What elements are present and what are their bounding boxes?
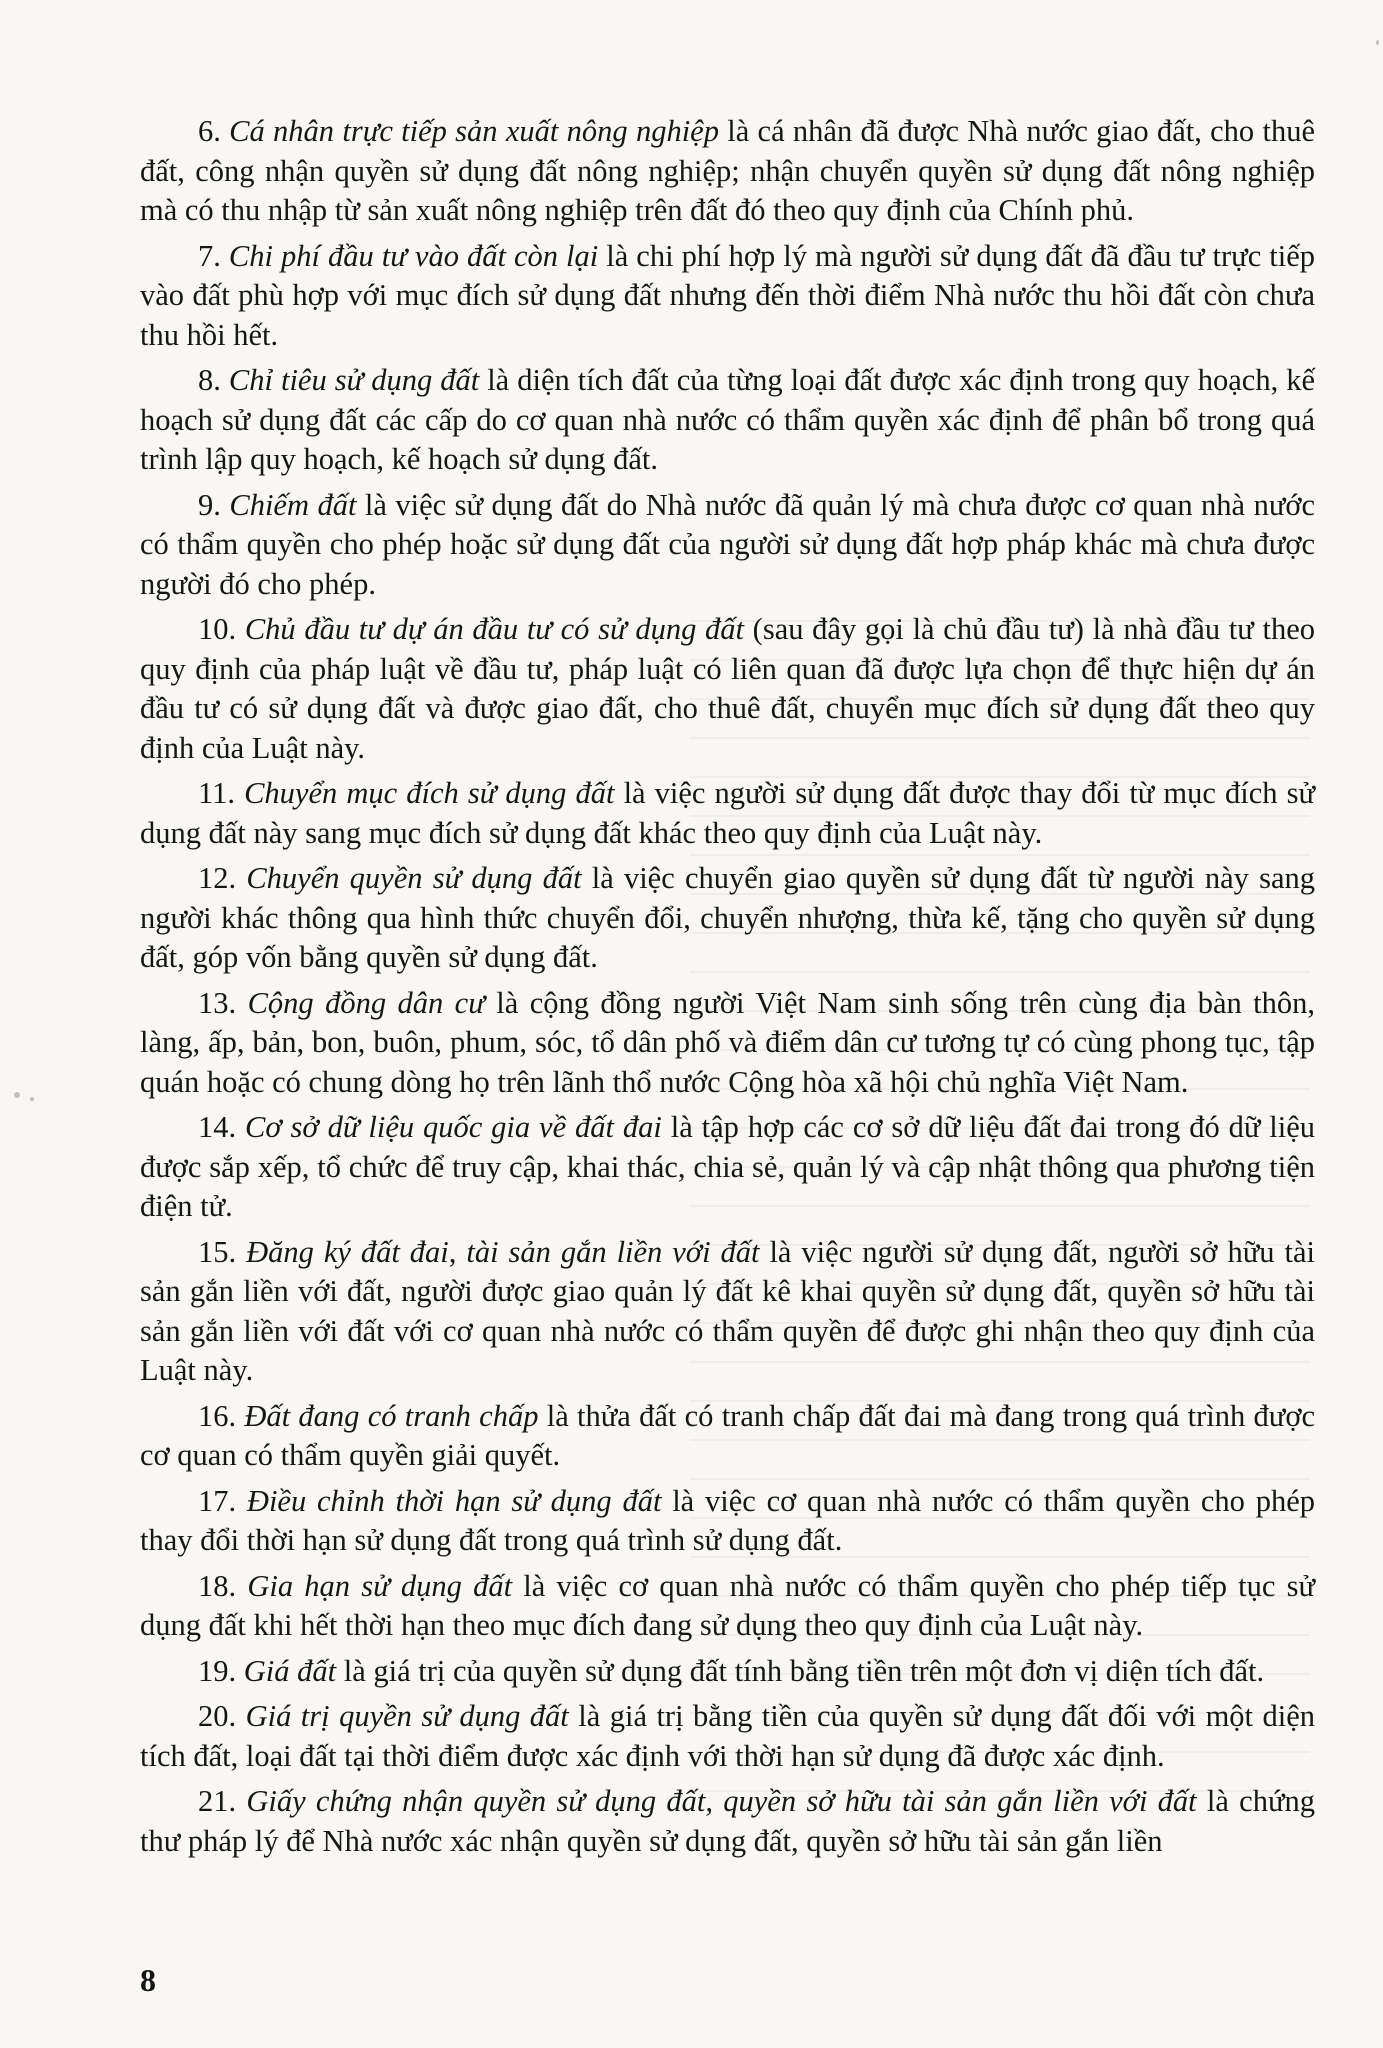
defined-term: Chỉ tiêu sử dụng đất	[228, 363, 480, 397]
defined-term: Điều chỉnh thời hạn sử dụng đất	[246, 1483, 662, 1518]
scan-speck	[14, 1092, 20, 1098]
definition-number: 13.	[198, 985, 237, 1020]
defined-term: Giá đất	[243, 1653, 337, 1688]
defined-term: Giấy chứng nhận quyền sử dụng đất, quyền sở hữu tài sản gắn liền với đất	[246, 1784, 1197, 1818]
definition-text: là việc người sử dụng đất được thay đổi từ mục đích sử dụng đất này sang mục đích sử dụng đất khác theo quy định của Luật này.	[140, 776, 1316, 850]
definition-number: 7.	[198, 238, 221, 273]
definition-text: là giá trị của quyền sử dụng đất tính bằng tiền trên một đơn vị diện tích đất.	[336, 1653, 1265, 1688]
definition-text: là chi phí hợp lý mà người sử dụng đất đã đầu tư trực tiếp vào đất phù hợp với mục đích sử dụng đất nhưng đến thời điểm Nhà nước thu hồi đất còn chưa thu hồi hết.	[140, 238, 1316, 352]
definition-number: 17.	[198, 1483, 237, 1518]
defined-term: Chuyển quyền sử dụng đất	[246, 861, 582, 895]
definition-paragraph	[140, 486, 1315, 605]
definition-paragraph	[140, 859, 1315, 978]
scan-speck	[30, 1097, 34, 1101]
definition-number: 19.	[198, 1653, 237, 1688]
defined-term: Cơ sở dữ liệu quốc gia về đất đai	[245, 1110, 662, 1144]
definition-text: là giá trị bằng tiền của quyền sử dụng đất đối với một diện tích đất, loại đất tại thời điểm được xác định với thời hạn sử dụng đã được xác định.	[140, 1699, 1316, 1773]
defined-term: Chiếm đất	[229, 487, 357, 522]
definition-number: 21.	[198, 1784, 237, 1818]
definition-number: 20.	[198, 1699, 237, 1733]
definition-paragraph	[140, 1567, 1315, 1646]
definition-text: là cá nhân đã được Nhà nước giao đất, cho thuê đất, công nhận quyền sử dụng đất nông nghiệp; nhận chuyển quyền sử dụng đất nông nghiệp mà có thu nhập từ sản xuất nông nghiệp trên đất đó theo quy định của Chính phủ.	[140, 114, 1315, 227]
definition-paragraph	[140, 1697, 1315, 1776]
definition-text: là cộng đồng người Việt Nam sinh sống trên cùng địa bàn thôn, làng, ấp, bản, bon, buôn, phum, sóc, tổ dân phố và điểm dân cư tương tự có cùng phong tục, tập quán hoặc có chung dòng họ trên lãnh thổ nước Cộng hòa xã hội chủ nghĩa Việt Nam.	[140, 985, 1316, 1099]
definition-paragraph	[140, 1652, 1315, 1692]
definition-paragraph	[140, 237, 1315, 356]
definition-text: là việc cơ quan nhà nước có thẩm quyền cho phép thay đổi thời hạn sử dụng đất trong quá trình sử dụng đất.	[140, 1483, 1315, 1557]
definition-number: 10.	[198, 612, 237, 646]
definition-text: là chứng thư pháp lý để Nhà nước xác nhận quyền sử dụng đất, quyền sở hữu tài sản gắn liền	[140, 1784, 1315, 1858]
page-number: 8	[140, 1962, 156, 1998]
definition-paragraph	[140, 1782, 1315, 1861]
definition-number: 9.	[198, 487, 221, 522]
definition-text: (sau đây gọi là chủ đầu tư) là nhà đầu tư theo quy định của pháp luật về đầu tư, pháp luật có liên quan đã được lựa chọn để thực hiện dự án đầu tư có sử dụng đất và được giao đất, cho thuê đất, chuyển mục đích sử dụng đất theo quy định của Luật này.	[140, 612, 1315, 765]
defined-term: Chuyển mục đích sử dụng đất	[244, 776, 615, 810]
definition-text: là tập hợp các cơ sở dữ liệu đất đai trong đó dữ liệu được sắp xếp, tổ chức để truy cập, khai thác, chia sẻ, quản lý và cập nhật thông qua phương tiện điện tử.	[140, 1110, 1316, 1223]
defined-term: Đất đang có tranh chấp	[244, 1398, 539, 1433]
defined-term: Gia hạn sử dụng đất	[247, 1568, 513, 1603]
definition-text: là thửa đất có tranh chấp đất đai mà đang trong quá trình được cơ quan có thẩm quyền giải quyết.	[140, 1398, 1316, 1472]
definition-text: là việc người sử dụng đất, người sở hữu tài sản gắn liền với đất, người được giao quản lý đất kê khai quyền sử dụng đất, quyền sở hữu tài sản gắn liền với đất với cơ quan nhà nước có thẩm quyền để được ghi nhận theo quy định của Luật này.	[140, 1234, 1315, 1387]
page-body	[140, 112, 1315, 1867]
defined-term: Giá trị quyền sử dụng đất	[245, 1699, 569, 1733]
definition-paragraph	[140, 984, 1315, 1103]
defined-term: Chủ đầu tư dự án đầu tư có sử dụng đất	[244, 612, 744, 646]
definition-paragraph	[140, 1108, 1315, 1227]
definition-text: là diện tích đất của từng loại đất được xác định trong quy hoạch, kế hoạch sử dụng đất các cấp do cơ quan nhà nước có thẩm quyền xác định để phân bổ trong quá trình lập quy hoạch, kế hoạch sử dụng đất.	[140, 363, 1316, 476]
definition-paragraph	[140, 1397, 1315, 1476]
definition-number: 11.	[198, 776, 235, 810]
definition-number: 16.	[198, 1398, 237, 1433]
defined-term: Cộng đồng dân cư	[247, 985, 485, 1020]
definition-text: là việc sử dụng đất do Nhà nước đã quản lý mà chưa được cơ quan nhà nước có thẩm quyền cho phép hoặc sử dụng đất của người sử dụng đất hợp pháp khác mà chưa được người đó cho phép.	[140, 487, 1316, 601]
definition-text: là việc cơ quan nhà nước có thẩm quyền cho phép tiếp tục sử dụng đất khi hết thời hạn theo mục đích đang sử dụng theo quy định của Luật này.	[140, 1568, 1316, 1642]
definition-number: 18.	[198, 1568, 237, 1603]
definition-paragraph	[140, 112, 1315, 231]
scan-speck	[1376, 40, 1379, 45]
defined-term: Đăng ký đất đai, tài sản gắn liền với đất	[246, 1234, 760, 1269]
definition-number: 12.	[198, 861, 237, 895]
definition-paragraph	[140, 774, 1315, 853]
definition-paragraph	[140, 1482, 1315, 1561]
defined-term: Chi phí đầu tư vào đất còn lại	[228, 238, 599, 273]
definition-number: 8.	[198, 363, 221, 397]
definition-paragraph	[140, 610, 1315, 768]
definition-number: 6.	[198, 114, 221, 148]
definition-number: 14.	[198, 1110, 237, 1144]
definition-text: là việc chuyển giao quyền sử dụng đất từ người này sang người khác thông qua hình thức chuyển đổi, chuyển nhượng, thừa kế, tặng cho quyền sử dụng đất, góp vốn bằng quyền sử dụng đất.	[140, 861, 1316, 974]
definition-paragraph	[140, 361, 1315, 480]
defined-term: Cá nhân trực tiếp sản xuất nông nghiệp	[229, 114, 719, 148]
definition-number: 15.	[198, 1234, 237, 1269]
definition-paragraph	[140, 1233, 1315, 1391]
